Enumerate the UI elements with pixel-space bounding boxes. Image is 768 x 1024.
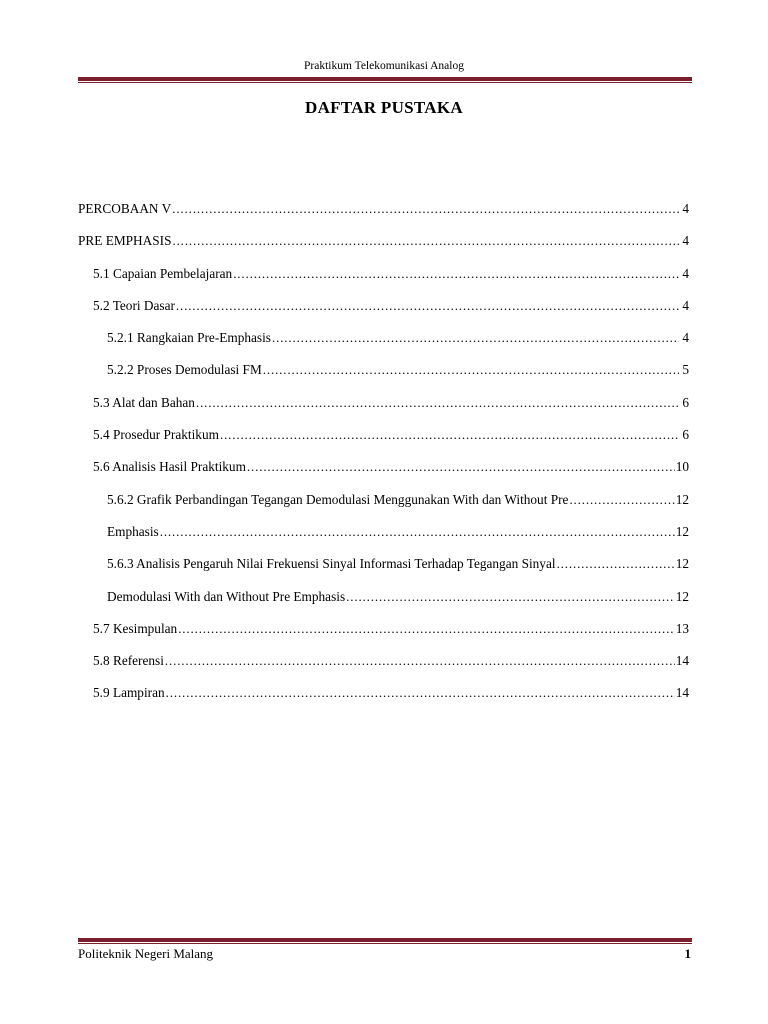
toc-entry-page: 12	[675, 523, 689, 539]
dot-leader	[220, 426, 679, 444]
toc-entry[interactable]	[78, 684, 689, 716]
dot-leader	[166, 684, 675, 702]
toc-entry-page: 12	[675, 588, 689, 604]
toc-entry[interactable]	[78, 200, 689, 232]
toc-entry-text: 5.1 Capaian Pembelajaran	[93, 265, 233, 281]
toc-entry-text: 5.2.2 Proses Demodulasi FM	[107, 362, 262, 378]
dot-leader	[160, 523, 675, 541]
toc-entry[interactable]	[78, 588, 689, 620]
toc-entry-page: 4	[682, 330, 689, 346]
toc-entry[interactable]	[78, 555, 689, 587]
toc-entry-page: 12	[675, 491, 689, 507]
toc-entry-text: 5.7 Kesimpulan	[93, 620, 178, 636]
toc-entry-page: 5	[682, 362, 689, 378]
dot-leader	[172, 200, 679, 218]
toc-entry[interactable]	[78, 458, 689, 490]
dot-leader	[172, 232, 679, 250]
toc-entry-page: 10	[675, 459, 689, 475]
toc-entry-text: 5.9 Lampiran	[93, 685, 165, 701]
toc-entry-text: 5.6.2 Grafik Perbandingan Tegangan Demodulasi Menggunakan With dan Without Pre	[107, 491, 569, 507]
toc-entry-page: 12	[675, 556, 689, 572]
toc-entry[interactable]	[78, 361, 689, 393]
toc-entry-page: 4	[682, 201, 689, 216]
toc-entry[interactable]	[78, 620, 689, 652]
footer-rule	[78, 938, 692, 944]
toc-entry-text: 5.6.3 Analisis Pengaruh Nilai Frekuensi Sinyal Informasi Terhadap Tegangan Sinyal	[107, 556, 556, 572]
dot-leader	[165, 652, 675, 670]
toc-entry-page: 4	[682, 265, 689, 281]
toc-entry-page: 13	[675, 620, 689, 636]
page-title: DAFTAR PUSTAKA	[305, 98, 463, 117]
toc-entry-page: 6	[682, 394, 689, 410]
dot-leader	[346, 588, 675, 606]
toc-entry[interactable]	[78, 652, 689, 684]
dot-leader	[196, 394, 679, 412]
toc-entry-text: 5.6 Analisis Hasil Praktikum	[93, 459, 246, 475]
dot-leader	[263, 361, 679, 379]
dot-leader	[233, 265, 679, 283]
toc-entry-text: 5.2 Teori Dasar	[93, 297, 175, 313]
toc-entry[interactable]	[78, 491, 689, 523]
toc-entry[interactable]	[78, 394, 689, 426]
toc-entry-text: Demodulasi With dan Without Pre Emphasis	[107, 588, 346, 604]
footer-institution: Politeknik Negeri Malang	[78, 946, 214, 961]
toc-entry[interactable]	[78, 297, 689, 329]
toc-entry[interactable]	[78, 329, 689, 361]
toc-entry-text: PRE EMPHASIS	[78, 233, 172, 249]
toc-entry-page: 6	[682, 427, 689, 443]
dot-leader	[176, 297, 679, 315]
dot-leader	[569, 491, 674, 509]
toc-entry-text: Emphasis	[107, 523, 159, 539]
dot-leader	[272, 329, 679, 347]
dot-leader	[247, 458, 675, 476]
toc-entry-text: 5.3 Alat dan Bahan	[93, 394, 195, 410]
dot-leader	[557, 555, 675, 573]
toc-entry[interactable]	[78, 265, 689, 297]
toc-entry-page: 4	[682, 297, 689, 313]
toc-entry[interactable]	[78, 426, 689, 458]
toc-entry-text: 5.8 Referensi	[93, 653, 164, 669]
toc-entry-text: 5.4 Prosedur Praktikum	[93, 427, 219, 443]
toc-entry-text: 5.2.1 Rangkaian Pre-Emphasis	[107, 330, 271, 346]
header-rule	[78, 77, 692, 83]
toc-entry-page: 4	[682, 233, 689, 249]
dot-leader	[178, 620, 675, 638]
toc-entry[interactable]	[78, 232, 689, 264]
toc-entry-page: 14	[675, 653, 689, 669]
table-of-contents	[78, 200, 689, 717]
toc-entry-text: PERCOBAAN V	[78, 201, 172, 216]
running-header: Praktikum Telekomunikasi Analog	[304, 60, 464, 72]
page-number: 1	[684, 946, 691, 961]
toc-entry-page: 14	[675, 685, 689, 701]
toc-entry[interactable]	[78, 523, 689, 555]
